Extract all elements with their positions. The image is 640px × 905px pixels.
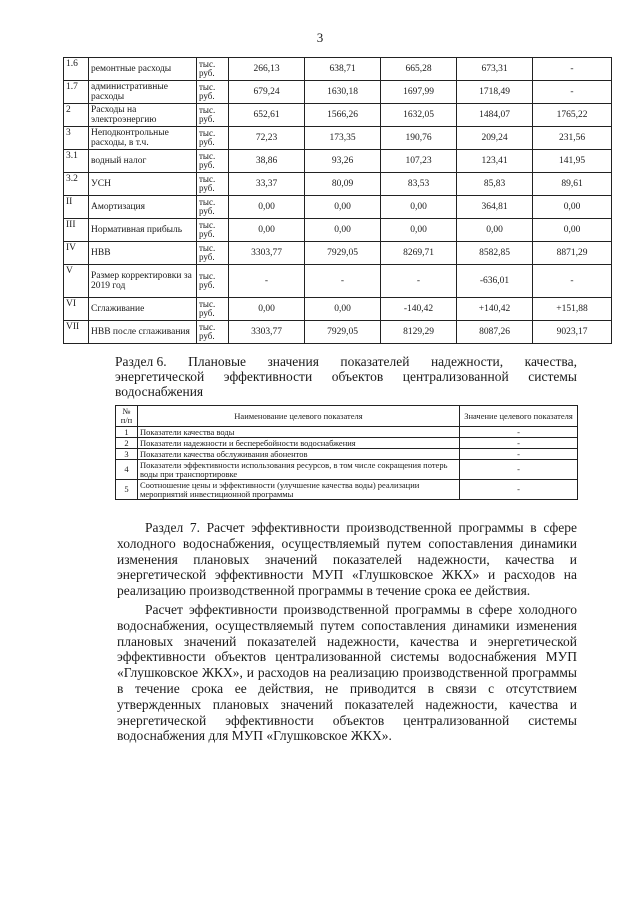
- row-value-v4: +140,42: [457, 298, 533, 321]
- row-value-v4: 0,00: [457, 219, 533, 242]
- targets-row: [116, 427, 578, 438]
- row-value-v2: 0,00: [305, 196, 381, 219]
- target-num: 1: [116, 427, 138, 438]
- row-unit: тыс. руб.: [197, 150, 229, 173]
- target-value: -: [460, 460, 578, 480]
- target-value: -: [460, 427, 578, 438]
- row-value-v4: 209,24: [457, 127, 533, 150]
- row-value-v4: 673,31: [457, 58, 533, 81]
- finance-row: [64, 219, 612, 242]
- row-name: Размер корректировки за 2019 год: [89, 265, 197, 298]
- row-name: УСН: [89, 173, 197, 196]
- row-value-v1: 72,23: [229, 127, 305, 150]
- row-unit: тыс. руб.: [197, 104, 229, 127]
- target-value: -: [460, 449, 578, 460]
- targets-row: [116, 480, 578, 500]
- row-value-v5: 8871,29: [533, 242, 612, 265]
- row-unit: тыс. руб.: [197, 298, 229, 321]
- section-6-line-2: [115, 369, 577, 384]
- row-value-v3: 0,00: [381, 196, 457, 219]
- finance-row: [64, 321, 612, 344]
- heading-word: значения: [267, 354, 319, 369]
- row-value-v5: -: [533, 265, 612, 298]
- row-value-v3: -: [381, 265, 457, 298]
- target-name: Показатели эффективности использования ресурсов, в том числе сокращения потерь воды при транспортировке: [138, 460, 460, 480]
- row-name: НВВ после сглаживания: [89, 321, 197, 344]
- row-name: административные расходы: [89, 81, 197, 104]
- finance-row: [64, 104, 612, 127]
- row-value-v5: 231,56: [533, 127, 612, 150]
- heading-word: показателей: [340, 354, 410, 369]
- row-unit: тыс. руб.: [197, 219, 229, 242]
- target-num: 2: [116, 438, 138, 449]
- section-6-heading: [115, 354, 577, 399]
- row-name: Неподконтрольные расходы, в т.ч.: [89, 127, 197, 150]
- row-value-v3: 190,76: [381, 127, 457, 150]
- finance-row: [64, 242, 612, 265]
- section-6-line-3: водоснабжения: [115, 384, 204, 399]
- row-name: ремонтные расходы: [89, 58, 197, 81]
- heading-word: централизованной: [402, 369, 509, 384]
- row-value-v5: +151,88: [533, 298, 612, 321]
- heading-word: объектов: [331, 369, 384, 384]
- finance-row: [64, 298, 612, 321]
- heading-word: Плановые: [188, 354, 247, 369]
- row-value-v2: 0,00: [305, 219, 381, 242]
- finance-row: [64, 150, 612, 173]
- row-value-v4: 1484,07: [457, 104, 533, 127]
- row-value-v3: 665,28: [381, 58, 457, 81]
- section-7-paragraph: Раздел 7. Расчет эффективности производственной программы в сфере холодного водоснабжения, осуществляемый путем сопоставления динамики изменения плановых значений показателей надежности, качества и энергетической эффективности МУП «Глушковское ЖКХ» и расходов на реализацию производственной программы в течение срока ее действия.: [117, 520, 577, 599]
- heading-word: эффективности: [223, 369, 313, 384]
- row-unit: тыс. руб.: [197, 265, 229, 298]
- row-code: VII: [64, 321, 89, 344]
- row-value-v2: 638,71: [305, 58, 381, 81]
- row-value-v4: 8087,26: [457, 321, 533, 344]
- target-name: Показатели качества обслуживания абонентов: [138, 449, 460, 460]
- row-value-v2: 7929,05: [305, 321, 381, 344]
- row-value-v1: 38,86: [229, 150, 305, 173]
- row-code: VI: [64, 298, 89, 321]
- target-num: 3: [116, 449, 138, 460]
- target-num: 4: [116, 460, 138, 480]
- heading-word: энергетической: [115, 369, 205, 384]
- row-value-v2: 80,09: [305, 173, 381, 196]
- row-name: Сглаживание: [89, 298, 197, 321]
- row-code: 2: [64, 104, 89, 127]
- row-value-v2: -: [305, 265, 381, 298]
- targets-table: [115, 405, 578, 500]
- row-name: Расходы на электроэнергию: [89, 104, 197, 127]
- row-value-v5: 141,95: [533, 150, 612, 173]
- row-value-v4: 85,83: [457, 173, 533, 196]
- finance-table: [63, 57, 612, 344]
- row-value-v3: -140,42: [381, 298, 457, 321]
- finance-row: [64, 58, 612, 81]
- row-name: Нормативная прибыль: [89, 219, 197, 242]
- heading-word: качества,: [524, 354, 577, 369]
- targets-row: [116, 449, 578, 460]
- finance-row: [64, 265, 612, 298]
- row-value-v3: 83,53: [381, 173, 457, 196]
- row-value-v3: 107,23: [381, 150, 457, 173]
- row-value-v5: 1765,22: [533, 104, 612, 127]
- row-unit: тыс. руб.: [197, 127, 229, 150]
- row-value-v4: 364,81: [457, 196, 533, 219]
- finance-row: [64, 196, 612, 219]
- row-value-v1: 0,00: [229, 196, 305, 219]
- section-6-line-1: [115, 354, 577, 369]
- row-code: 1.6: [64, 58, 89, 81]
- row-value-v3: 0,00: [381, 219, 457, 242]
- target-name: Показатели качества воды: [138, 427, 460, 438]
- row-code: 3.2: [64, 173, 89, 196]
- targets-row: [116, 460, 578, 480]
- row-value-v4: 1718,49: [457, 81, 533, 104]
- heading-word: Раздел 6.: [115, 354, 167, 369]
- calculation-paragraph: Расчет эффективности производственной программы в сфере холодного водоснабжения, осуществляемый путем сопоставления динамики изменения плановых значений показателей надежности, качества и энергетической эффективности объектов централизованной системы водоснабжения МУП «Глушковское ЖКХ», и расходов на реализацию производственной программы в течение срока ее действия, не приводится в связи с отсутствием утвержденных плановых значений показателей надежности, качества и энергетической эффективности объектов централизованной системы водоснабжения для МУП «Глушковское ЖКХ».: [117, 602, 577, 744]
- row-value-v2: 1566,26: [305, 104, 381, 127]
- finance-row: [64, 127, 612, 150]
- row-value-v1: 0,00: [229, 219, 305, 242]
- row-value-v2: 7929,05: [305, 242, 381, 265]
- row-unit: тыс. руб.: [197, 321, 229, 344]
- row-value-v1: 33,37: [229, 173, 305, 196]
- row-name: водный налог: [89, 150, 197, 173]
- row-code: IV: [64, 242, 89, 265]
- row-code: III: [64, 219, 89, 242]
- row-value-v2: 0,00: [305, 298, 381, 321]
- row-value-v5: 89,61: [533, 173, 612, 196]
- row-value-v3: 1697,99: [381, 81, 457, 104]
- row-value-v5: 0,00: [533, 196, 612, 219]
- row-value-v1: 266,13: [229, 58, 305, 81]
- row-value-v3: 8269,71: [381, 242, 457, 265]
- row-code: 3: [64, 127, 89, 150]
- row-value-v4: 8582,85: [457, 242, 533, 265]
- targets-row: [116, 438, 578, 449]
- row-value-v1: 679,24: [229, 81, 305, 104]
- targets-header-value: Значение целевого показателя: [460, 406, 578, 427]
- row-value-v5: -: [533, 81, 612, 104]
- row-name: НВВ: [89, 242, 197, 265]
- targets-header-name: Наименование целевого показателя: [138, 406, 460, 427]
- row-code: 1.7: [64, 81, 89, 104]
- target-value: -: [460, 480, 578, 500]
- row-value-v2: 173,35: [305, 127, 381, 150]
- row-value-v5: 0,00: [533, 219, 612, 242]
- row-value-v2: 1630,18: [305, 81, 381, 104]
- row-value-v1: 0,00: [229, 298, 305, 321]
- row-value-v1: 652,61: [229, 104, 305, 127]
- row-value-v2: 93,26: [305, 150, 381, 173]
- targets-header-num: № п/п: [116, 406, 138, 427]
- row-value-v1: 3303,77: [229, 242, 305, 265]
- row-unit: тыс. руб.: [197, 196, 229, 219]
- row-value-v4: 123,41: [457, 150, 533, 173]
- row-name: Амортизация: [89, 196, 197, 219]
- target-num: 5: [116, 480, 138, 500]
- row-unit: тыс. руб.: [197, 58, 229, 81]
- finance-row: [64, 81, 612, 104]
- row-value-v5: -: [533, 58, 612, 81]
- row-value-v3: 8129,29: [381, 321, 457, 344]
- heading-word: надежности,: [430, 354, 504, 369]
- row-value-v1: 3303,77: [229, 321, 305, 344]
- row-value-v1: -: [229, 265, 305, 298]
- row-unit: тыс. руб.: [197, 242, 229, 265]
- target-name: Соотношение цены и эффективности (улучшение качества воды) реализации мероприятий инвестиционной программы: [138, 480, 460, 500]
- row-code: II: [64, 196, 89, 219]
- row-unit: тыс. руб.: [197, 173, 229, 196]
- row-value-v3: 1632,05: [381, 104, 457, 127]
- target-name: Показатели надежности и бесперебойности водоснабжения: [138, 438, 460, 449]
- finance-row: [64, 173, 612, 196]
- row-value-v5: 9023,17: [533, 321, 612, 344]
- heading-word: системы: [528, 369, 577, 384]
- page-number: 3: [316, 30, 324, 45]
- row-value-v4: -636,01: [457, 265, 533, 298]
- row-code: 3.1: [64, 150, 89, 173]
- row-unit: тыс. руб.: [197, 81, 229, 104]
- row-code: V: [64, 265, 89, 298]
- target-value: -: [460, 438, 578, 449]
